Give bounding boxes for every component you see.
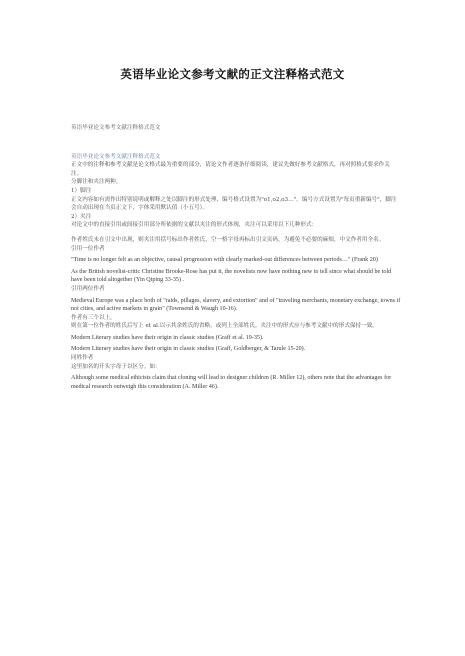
- paragraph: 作者有三个以上。: [71, 314, 116, 321]
- document-body: [71, 124, 401, 391]
- subheading-one-author: 引用一位作者: [71, 245, 105, 252]
- example-quote: As the British novelist-critic Christine Brooke-Rose has put it, the novelists now have nothing new to tell since what should be told have been told altogether (Yin Qiping 33-35) .: [71, 268, 392, 284]
- example-quote: Medieval Europe was a place both of "raids, pillages, slavery, and extortion" and of "traveling merchants, monetary exchange, towns if not cities, and active markets in grain" (Townsend & Waugh 10-16).: [71, 297, 401, 313]
- paragraph: 则在第一位作者的姓氏后写上 et al.以示其余姓氏的省略，或列上全部姓氏。夹注中的形式应与参考文献中的形式保持一致。: [71, 323, 378, 330]
- section-heading: 英语毕业论文参考文献注释格式范文: [71, 153, 161, 160]
- subheading-two-authors: 引用两位作者: [71, 285, 105, 292]
- example-quote: Modern Literary studies have their origin in classic studies (Graff et al. 19-35).: [71, 334, 264, 341]
- example-quote: Although some medical ethicists claim that cloning will lead to designer children (R. Miller 12), others note that the advantages for medical research outweigh this consideration (A. Miller 46).: [71, 375, 392, 390]
- section-header: 英语毕业论文参考文献注释格式范文: [71, 125, 161, 131]
- paragraph: 对论文中的直接引用或间接引用部分所依据的文献以夹注的形式体现，夹注可以采用以下几种形式：: [71, 222, 318, 229]
- paragraph: 作者姓氏未在引文中出现，则夹注用括号标出作者姓氏，空一格字母再标出引文页码，为避免不必要的麻烦，中文作者用全名。: [71, 236, 385, 243]
- paragraph: 正文内容如有需作出特别说明或解释之处以脚注的形式处理，编号格式设置为"o1,o2,o3…"。编号方式设置为"每页重新编号"，脚注会自动出现在当页正文下，字体采用默认值（小五号）。: [71, 196, 397, 212]
- subheading-inline-note: 2）夹注: [71, 213, 92, 220]
- paragraph: 正文中的注释和参考文献是论文格式最为重要的部分，请论文作者逐条仔细阅读，建议先做好参考文献格式，再对照格式要求作关注。: [71, 162, 390, 177]
- subheading-footnote: 1）脚注: [71, 187, 92, 194]
- subheading-same-surname: 同姓作者: [71, 355, 94, 362]
- paragraph: 分脚注和夹注两种。: [71, 179, 122, 186]
- example-quote: Modern Literary studies have their origin in classic studies (Graff, Goldberger, & Tarule 15-20).: [71, 346, 306, 353]
- paragraph: 这里加名的开头字母于以区分。如：: [71, 363, 161, 370]
- example-quote: "Time is no longer felt as an objective, causal progression with clearly marked-out differences between periods…" (Frank 20): [71, 257, 378, 264]
- document-title: 英语毕业论文参考文献的正文注释格式范文: [120, 67, 345, 81]
